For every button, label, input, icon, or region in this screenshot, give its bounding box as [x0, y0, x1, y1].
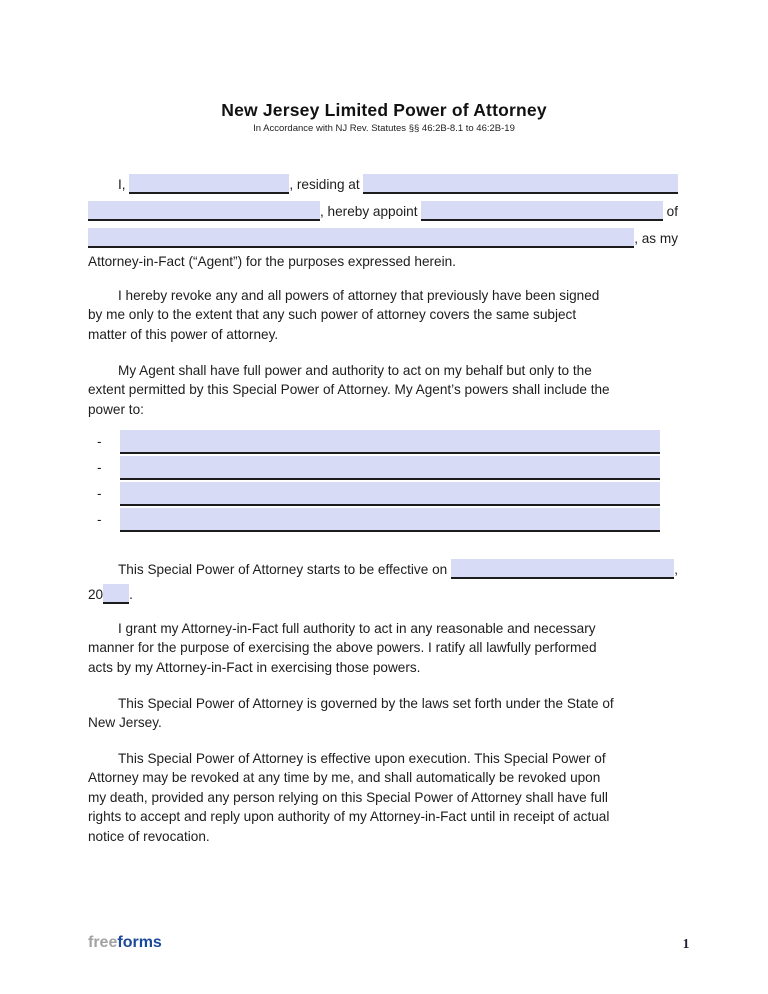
execution-line-5: notice of revocation. [88, 828, 210, 844]
dash-bullet: - [97, 512, 102, 527]
effective-year-field[interactable] [103, 584, 129, 604]
dash-bullet: - [97, 486, 102, 501]
grant-line-3: acts by my Attorney-in-Fact in exercising those powers. [88, 659, 421, 675]
power-item-3 [88, 480, 678, 506]
document-title: New Jersey Limited Power of Attorney [221, 100, 547, 120]
execution-line-4: rights to accept and reply upon authority of my Attorney-in-Fact until in receipt of actual [88, 809, 610, 825]
effective-date-paragraph [88, 555, 678, 604]
agent-line-2: extent permitted by this Special Power of Attorney. My Agent’s powers shall include the [88, 382, 610, 398]
agent-powers-paragraph [88, 361, 678, 419]
agent-line-1: My Agent shall have full power and authority to act on my behalf but only to the [118, 363, 592, 378]
document-subtitle: In Accordance with NJ Rev. Statutes §§ 46:2B-8.1 to 46:2B-19 [253, 123, 515, 134]
intro-text-hereby-appoint: , hereby appoint [320, 204, 422, 219]
logo-free-text: free [88, 934, 118, 951]
effective-year-prefix: 20 [88, 587, 104, 602]
effective-comma: , [674, 562, 678, 577]
execution-paragraph [88, 749, 678, 846]
power-item-2 [88, 454, 678, 480]
intro-text-residing-at: , residing at [289, 177, 364, 192]
powers-list [88, 428, 678, 532]
agent-name-field[interactable] [421, 201, 663, 221]
page-number: 1 [682, 936, 690, 951]
freeforms-logo [88, 934, 162, 952]
principal-address-field[interactable] [363, 174, 678, 194]
grant-line-1: I grant my Attorney-in-Fact full authority to act in any reasonable and necessary [118, 621, 596, 636]
principal-name-field[interactable] [129, 174, 289, 194]
execution-line-1: This Special Power of Attorney is effective upon execution. This Special Power of [118, 751, 606, 766]
intro-line-1 [88, 167, 678, 194]
intro-text-i: I, [118, 177, 130, 192]
agent-line-3: power to: [88, 401, 144, 417]
execution-line-2: Attorney may be revoked at any time by me, and shall automatically be revoked upon [88, 770, 601, 786]
dash-bullet: - [97, 460, 102, 475]
intro-line-2 [88, 194, 678, 221]
intro-paragraph [88, 167, 678, 271]
effective-date-field[interactable] [451, 559, 674, 579]
effective-period: . [129, 587, 133, 602]
intro-line-4: Attorney-in-Fact (“Agent”) for the purposes expressed herein. [88, 254, 456, 269]
intro-line-3 [88, 221, 678, 248]
power-item-4 [88, 506, 678, 532]
revoke-paragraph [88, 286, 678, 344]
power-3-field[interactable] [120, 482, 660, 506]
revoke-line-1: I hereby revoke any and all powers of attorney that previously have been signed [118, 288, 600, 303]
revoke-line-2: by me only to the extent that any such power of attorney covers the same subject [88, 307, 577, 323]
agent-address-field[interactable] [88, 228, 634, 248]
revoke-line-3: matter of this power of attorney. [88, 326, 279, 342]
power-2-field[interactable] [120, 456, 660, 480]
power-4-field[interactable] [120, 508, 660, 532]
governed-line-1: This Special Power of Attorney is governed by the laws set forth under the State of [118, 696, 614, 711]
dash-bullet: - [97, 434, 102, 449]
intro-text-as-my: , as my [634, 231, 678, 246]
effective-line-2 [88, 582, 678, 604]
principal-address-field-continued[interactable] [88, 201, 320, 221]
grant-paragraph [88, 619, 678, 677]
execution-line-3: my death, provided any person relying on this Special Power of Attorney shall have full [88, 789, 608, 805]
effective-line-1 [88, 555, 678, 579]
power-1-field[interactable] [120, 430, 660, 454]
governing-law-paragraph [88, 694, 678, 733]
grant-line-2: manner for the purpose of exercising the above powers. I ratify all lawfully performed [88, 640, 597, 656]
power-item-1 [88, 428, 678, 454]
effective-text: This Special Power of Attorney starts to be effective on [118, 562, 451, 577]
governed-line-2: New Jersey. [88, 715, 162, 731]
logo-forms-text: forms [117, 934, 162, 951]
intro-text-of: of [662, 204, 678, 219]
